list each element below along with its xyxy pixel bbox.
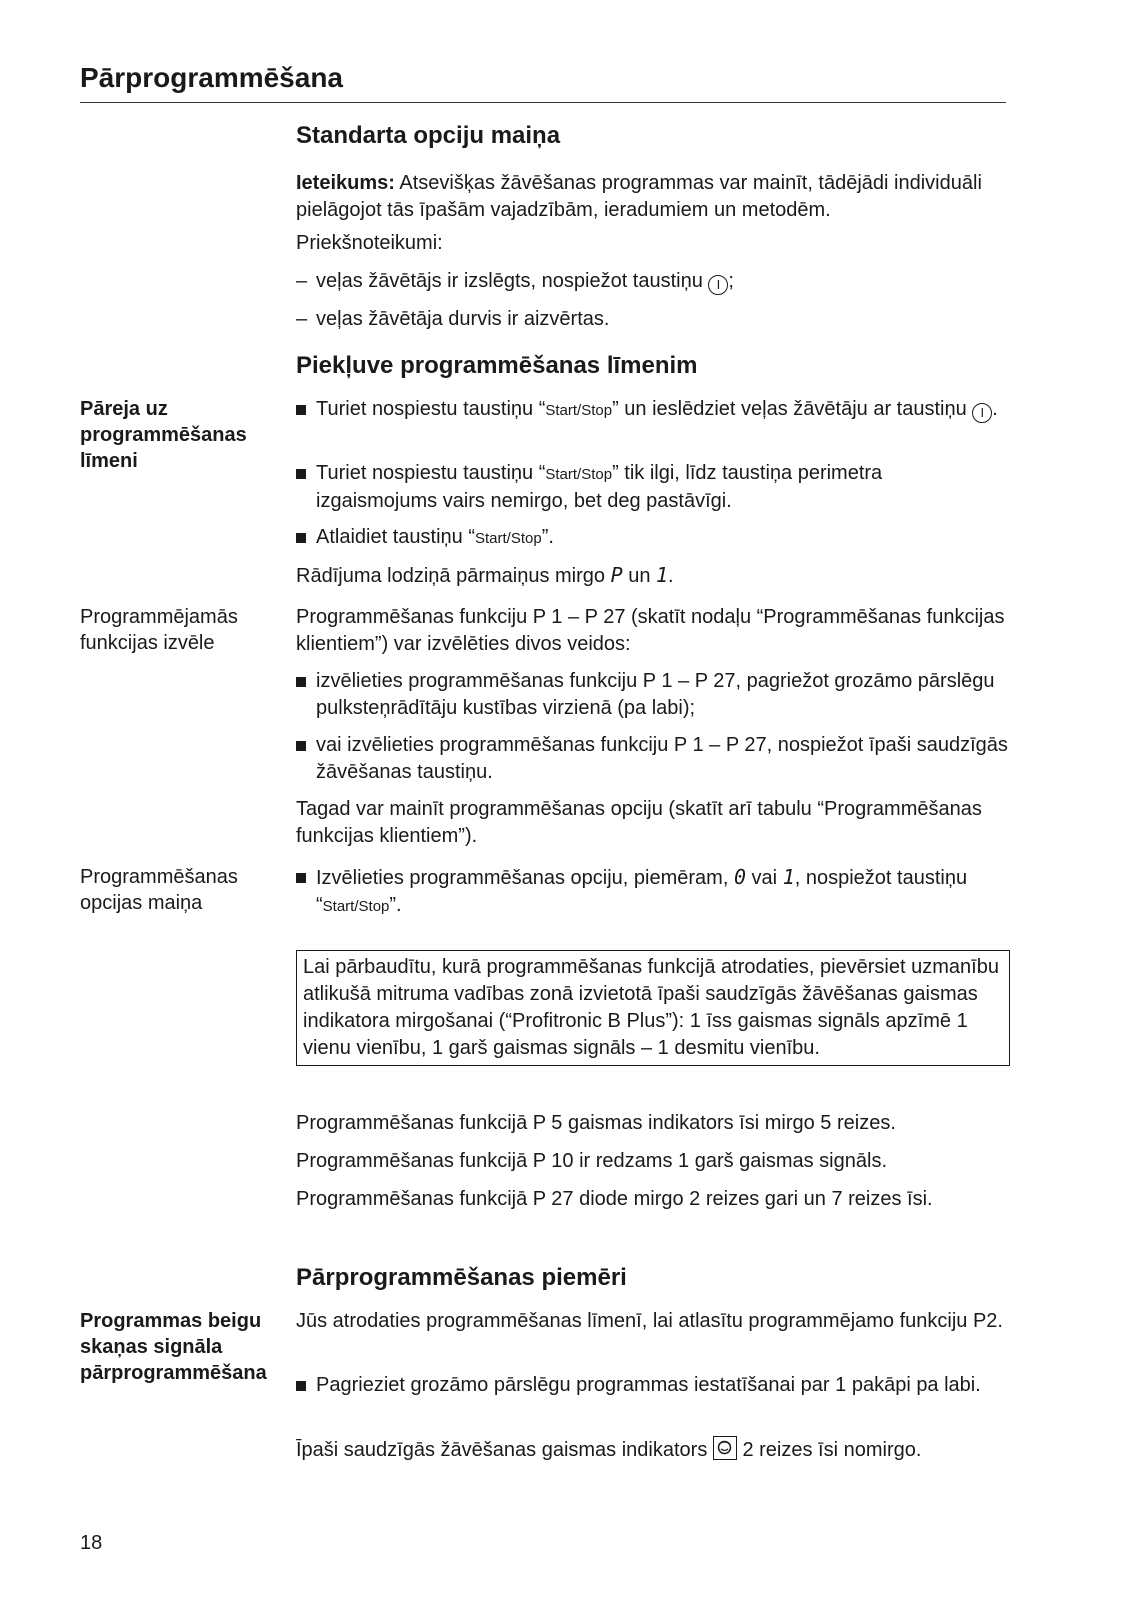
step-text: vai xyxy=(746,867,783,889)
prereq-item xyxy=(296,306,1008,333)
power-button-icon: I xyxy=(972,403,992,423)
prereq-end: ; xyxy=(728,270,734,292)
start-stop-label: Start/Stop xyxy=(474,530,542,547)
start-stop-label: Start/Stop xyxy=(545,402,613,419)
page-title: Pārprogrammēšana xyxy=(80,62,1006,103)
step-text: Atlaidiet taustiņu “ xyxy=(316,526,475,548)
gentle-dry-icon xyxy=(713,1436,737,1460)
step-item xyxy=(296,396,1008,424)
bullet-icon xyxy=(296,533,306,543)
display-text: . xyxy=(668,565,674,587)
step-item xyxy=(296,864,1008,920)
option-item xyxy=(296,668,1008,722)
page-number: 18 xyxy=(80,1532,103,1554)
bullet-icon xyxy=(296,873,306,883)
note-box: Lai pārbaudītu, kurā programmēšanas funkcijā atrodaties, pievērsiet uzmanību atlikušā mitruma vadības zonā izvietotā īpaši saudzīgās žāvēšanas gaismas indikatora mirgošanai (“Profitronic B Plus”): 1 īss gaismas signāls apzīmē 1 vienu vienību, 1 garš gaismas signāls – 1 desmitu vienību. xyxy=(296,950,1010,1066)
step-item xyxy=(296,1372,1008,1399)
heading-examples: Pārprogrammēšanas piemēri xyxy=(296,1264,627,1291)
prereq-text: veļas žāvētājs ir izslēgts, nospiežot taustiņu xyxy=(316,270,703,292)
bullet-icon xyxy=(296,677,306,687)
example-line: Programmēšanas funkcijā P 5 gaismas indikators īsi mirgo 5 reizes. xyxy=(296,1112,896,1134)
result-paragraph xyxy=(296,1436,1008,1464)
side-label-enter-programming: Pāreja uz programmēšanas līmeni xyxy=(80,398,247,472)
step-text: ”. xyxy=(541,526,554,548)
result-text: Īpaši saudzīgās žāvēšanas gaismas indikators xyxy=(296,1439,713,1461)
option-text: vai izvēlieties programmēšanas funkciju P 1 – P 27, nospiežot īpaši saudzīgās žāvēšanas taustiņu. xyxy=(316,734,1008,783)
side-label-change-option: Programmēšanas opcijas maiņa xyxy=(80,866,238,914)
bullet-icon xyxy=(296,405,306,415)
display-symbol-0: 0 xyxy=(733,865,746,889)
example-intro: Jūs atrodaties programmēšanas līmenī, lai atlasītu programmējamo funkciju P2. xyxy=(296,1310,1003,1332)
tip-text: Atsevišķas žāvēšanas programmas var mainīt, tādējādi individuāli pielāgojot tās īpašām vajadzībām, ieradumiem un metodēm. xyxy=(296,172,982,221)
step-item xyxy=(296,524,1008,552)
step-text: ” tik ilgi, līdz taustiņa perimetra izgaismojums vairs nemirgo, bet deg pastāvīgi. xyxy=(316,462,883,512)
power-button-icon: I xyxy=(708,275,728,295)
start-stop-label: Start/Stop xyxy=(545,466,613,483)
heading-standard-options: Standarta opciju maiņa xyxy=(296,122,561,149)
display-symbol-1: 1 xyxy=(782,865,795,889)
step-text: Turiet nospiestu taustiņu “ xyxy=(316,398,546,420)
bullet-icon xyxy=(296,741,306,751)
tip-paragraph xyxy=(296,170,1008,224)
display-paragraph xyxy=(296,562,1008,590)
display-text: Rādījuma lodziņā pārmaiņus mirgo xyxy=(296,565,611,587)
step-text: ” un ieslēdziet veļas žāvētāju ar taustiņu xyxy=(612,398,967,420)
bullet-icon xyxy=(296,469,306,479)
step-item xyxy=(296,460,1008,515)
display-symbol-1: 1 xyxy=(656,563,669,587)
prereq-title: Priekšnoteikumi: xyxy=(296,232,443,254)
tip-label: Ieteikums: xyxy=(296,172,395,194)
step-text: Pagrieziet grozāmo pārslēgu programmas iestatīšanai par 1 pakāpi pa labi. xyxy=(316,1374,981,1396)
step-text: ”. xyxy=(389,894,402,916)
side-label-end-signal: Programmas beigu skaņas signāla pārprogrammēšana xyxy=(80,1310,267,1384)
step-text: Izvēlieties programmēšanas opciju, piemēram, xyxy=(316,867,734,889)
start-stop-label: Start/Stop xyxy=(322,898,390,915)
result-text: 2 reizes īsi nomirgo. xyxy=(736,1439,922,1461)
heading-access-programming: Piekļuve programmēšanas līmenim xyxy=(296,352,698,379)
option-item xyxy=(296,732,1008,786)
step-text: . xyxy=(992,398,998,420)
example-line: Programmēšanas funkcijā P 27 diode mirgo 2 reizes gari un 7 reizes īsi. xyxy=(296,1188,933,1210)
display-text: un xyxy=(622,565,656,587)
example-line: Programmēšanas funkcijā P 10 ir redzams 1 garš gaismas signāls. xyxy=(296,1150,887,1172)
step-text: Turiet nospiestu taustiņu “ xyxy=(316,462,546,484)
prereq-text: veļas žāvētāja durvis ir aizvērtas. xyxy=(316,308,610,330)
dash-mark: – xyxy=(296,270,308,292)
display-symbol-p: P xyxy=(610,563,623,587)
prereq-item xyxy=(296,268,1008,295)
option-text: izvēlieties programmēšanas funkciju P 1 – P 27, pagriežot grozāmo pārslēgu pulksteņrādītāju kustības virzienā (pa labi); xyxy=(316,670,995,719)
side-label-select-function: Programmējamās funkcijas izvēle xyxy=(80,606,238,654)
select-after: Tagad var mainīt programmēšanas opciju (skatīt arī tabulu “Programmēšanas funkcijas klientiem”). xyxy=(296,798,982,847)
step-text: , nospiežot taustiņu “ xyxy=(316,867,968,916)
select-intro: Programmēšanas funkciju P 1 – P 27 (skatīt nodaļu “Programmēšanas funkcijas klientiem”) var izvēlēties divos veidos: xyxy=(296,606,1005,655)
bullet-icon xyxy=(296,1381,306,1391)
dash-mark: – xyxy=(296,308,308,330)
